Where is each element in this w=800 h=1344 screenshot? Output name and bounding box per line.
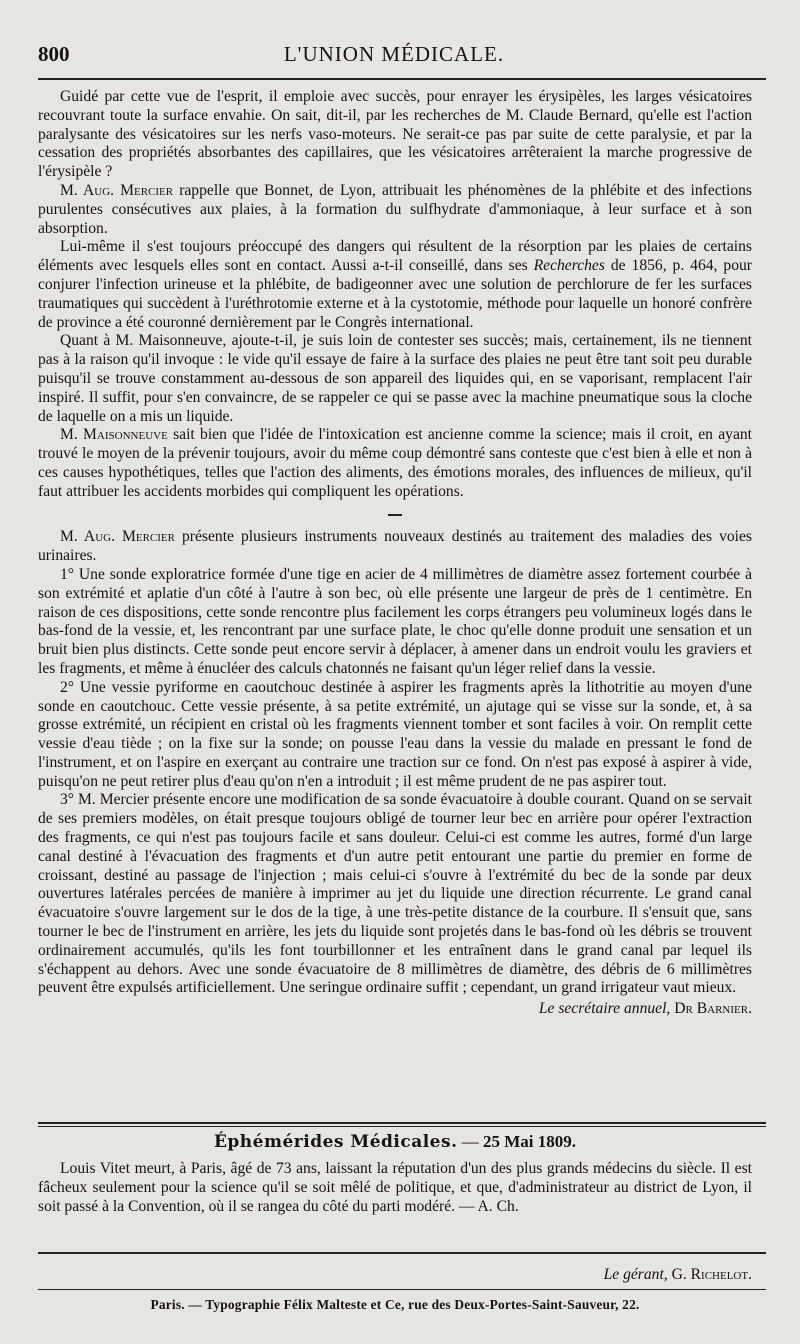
- journal-title: L'UNION MÉDICALE.: [283, 42, 505, 66]
- paragraph: Louis Vitet meurt, à Paris, âgé de 73 ans, laissant la réputation d'un des plus grands médecins du siècle. Il est fâcheux seulement pour la science qu'il se soit mêlé de politique, et que, d'administrateur au district de Lyon, il soit passé à la Convention, où il se rangea du côté du parti modéré. — A. Ch.: [38, 1160, 752, 1215]
- paragraph: M. Aug. Mercier rappelle que Bonnet, de Lyon, attribuait les phénomènes de la phlébite et des infections purulentes consécutives aux plaies, à la formation du sulfhydrate d'ammoniaque, à leur surface et à son absorption.: [38, 181, 752, 237]
- speaker-name: M. Maisonneuve: [60, 426, 168, 444]
- imprint-rule: [38, 1289, 766, 1290]
- paragraph: 1° Une sonde exploratrice formée d'une tige en acier de 4 millimètres de diamètre assez fortement courbée à son extrémité et aplatie d'un côté à l'autre à son bec, où elle présente une largeur de près de 1 centimètre. En raison de ces dispositions, cette sonde rencontre plus facilement les corps étrangers peu volumineux logés dans le bas-fond de la vessie, et, les rencontrant par une surface plate, le choc qu'elle donne produit une sensation et un bruit bien plus distincts. Cette sonde peut encore servir à déplacer, à amener dans un endroit voulu les graviers et les fragments, et même à énucléer des calculs chatonnés ne faisant qu'un léger relief dans la vessie.: [38, 565, 752, 677]
- paragraph: M. Aug. Mercier présente plusieurs instruments nouveaux destinés au traitement des maladies des voies urinaires.: [38, 528, 752, 565]
- paragraph: 2° Une vessie pyriforme en caoutchouc destinée à aspirer les fragments après la lithotritie au moyen d'une sonde en caoutchouc. Cette vessie présente, à sa petite extrémité, un ajutage qui se visse sur la sonde, et, à sa grosse extrémité, un récipient en cristal où les fragments viennent tomber et sont faciles à voir. On remplit cette vessie d'eau tiède ; on la fixe sur la sonde; on pousse l'eau dans la vessie du malade en pressant le fond de l'instrument, et on l'aspire en exerçant au contraire une traction sur ce fond. On n'est pas exposé à aspirer à vide, puisqu'on ne peut retirer plus d'eau qu'on n'en a introduit ; il est même prudent de ne pas aspirer tout.: [38, 678, 752, 790]
- footer-rule: [38, 1252, 766, 1254]
- header-rule: [38, 78, 766, 80]
- paragraph: M. Maisonneuve sait bien que l'idée de l'intoxication est ancienne comme la science; mais il croit, en ayant trouvé le moyen de la prévenir toujours, avoir du même coup démontré sans conteste que c'est bien à elle et non à ces causes hypothétiques, telles que l'action des aliments, des émotions morales, des influences de milieux, qu'il faut attribuer les accidents morbides qui compliquent les opérations.: [38, 426, 752, 500]
- gerant-signature: Le gérant, G. Richelot.: [603, 1266, 752, 1283]
- paragraph: 3° M. Mercier présente encore une modification de sa sonde évacuatoire à double courant. Quand on se servait de ses premiers modèles, on était presque toujours obligé de tourner leur bec en arrière pour opérer l'extraction des fragments, ce qui n'est pas toujours facile et sans douleur. Celui-ci est comme les autres, formé d'un large canal destiné à l'évacuation des fragments et d'un autre petit entourant une partie du premier en forme de croissant, destiné au passage de l'injection ; mais celui-ci s'ouvre à l'extrémité du bec de la sonde par deux ouvertures latérales percées de manière à imprimer au jet du liquide une direction récurrente. Le grand canal évacuatoire s'ouvre largement sur le dos de la tige, à une très-petite distance de la courbure. Il s'ensuit que, sans tourner le bec de l'instrument en arrière, les jets du liquide sont projetés dans le bas-fond où les débris se trouvent ordinairement accumulés, qu'ils les font tourbillonner et les entraînent dans le grand canal par lequel ils s'échappent au dehors. Avec une sonde évacuatoire de 8 millimètres de diamètre, des débris de 6 millimètres peuvent être expulsés artificiellement. Une seringue ordinaire suffit ; cependant, un grand irrigateur vaut mieux.: [38, 791, 752, 997]
- ephemerides-date: 25 Mai 1809.: [483, 1132, 577, 1151]
- cited-work: Recherches: [533, 257, 605, 275]
- speaker-name: M. Aug. Mercier: [60, 528, 175, 546]
- ephemerides-title: Éphémérides Médicales.: [213, 1132, 458, 1152]
- printer-imprint: Paris. — Typographie Félix Malteste et Ce, rue des Deux-Portes-Saint-Sauveur, 22.: [150, 1297, 640, 1312]
- paragraph: Guidé par cette vue de l'esprit, il emploie avec succès, pour enrayer les érysipèles, les larges vésicatoires recouvrant toute la surface envahie. On sait, dit-il, par les recherches de M. Claude Bernard, qu'elle est l'action paralysante des vésicatoires sur les nerfs vaso-moteurs. Ne serait-ce pas par suite de cette paralysie, et par la cessation des propriétés absorbantes des capillaires, que les vésicatoires arrêteraient la marche progressive de l'érysipèle ?: [38, 88, 752, 181]
- section-dash: [38, 506, 752, 525]
- speaker-name: M. Aug. Mercier: [60, 181, 174, 199]
- ephemerides-rule-top: [38, 1122, 766, 1124]
- ephemerides-rule-top-thin: [38, 1126, 766, 1127]
- secretary-signature: Le secrétaire annuel, Dr Barnier.: [538, 1000, 752, 1018]
- running-header: [38, 42, 750, 72]
- paragraph: Quant à M. Maisonneuve, ajoute-t-il, je suis loin de contester ses succès; mais, certainement, ils ne tiennent pas à la raison qu'il invoque : le vide qu'il essaye de faire à la surface des plaies ne peut être tant soit peu durable puisqu'il se trouve constamment au-dessous de son appareil des liquides qui, en se vaporisant, remplacent l'air inspiré. Il suffit, pour s'en convaincre, de se rappeler ce qui se passe avec la machine pneumatique sous la cloche de laquelle on a mis un liquide.: [38, 332, 752, 425]
- paragraph: Lui-même il s'est toujours préoccupé des dangers qui résultent de la résorption par les plaies de certains éléments avec lesquels elles sont en contact. Aussi a-t-il conseillé, dans ses Recherches de 1856, p. 464, pour conjurer l'infection urineuse et la phlébite, de badigeonner avec une solution de perchlorure de fer les surfaces traumatiques qui succèdent à l'uréthrotomie externe et à la cystotomie, méthode pour laquelle un honoré confrère de province a été couronné dernièrement par le Congrès international.: [38, 238, 752, 331]
- ephemerides-heading: Éphémérides Médicales. — 25 Mai 1809.: [213, 1132, 577, 1152]
- ephemerides-body: [38, 1160, 752, 1216]
- page-number: 800: [38, 42, 70, 66]
- article-body: [38, 88, 752, 1019]
